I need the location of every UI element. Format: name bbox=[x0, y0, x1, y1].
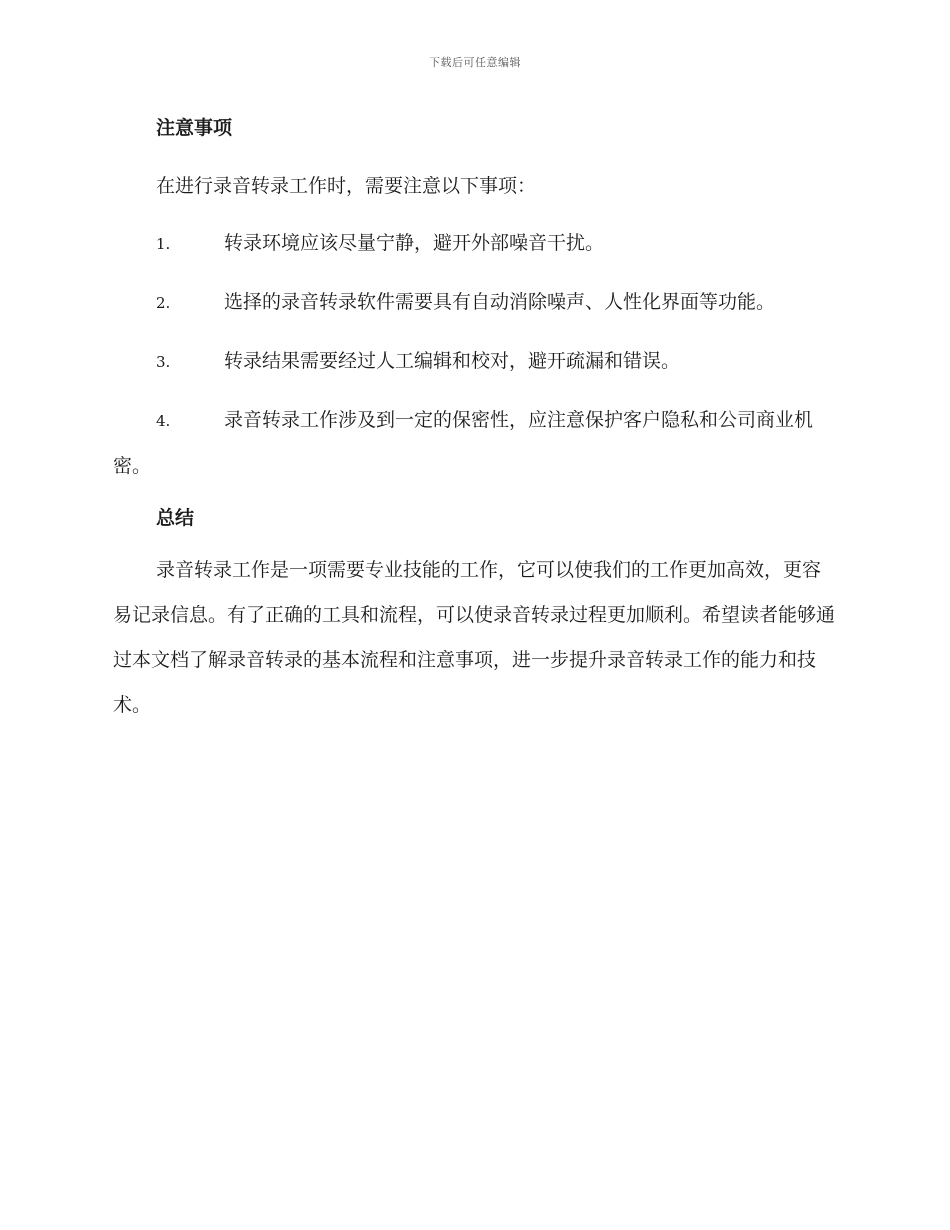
list-item bbox=[113, 280, 835, 326]
list-number: 3. bbox=[156, 353, 171, 371]
notes-heading: 注意事项 bbox=[156, 117, 233, 139]
notes-list bbox=[113, 221, 835, 489]
list-number: 1. bbox=[156, 235, 171, 253]
document-body bbox=[113, 112, 835, 728]
summary-heading: 总结 bbox=[156, 507, 195, 529]
summary-paragraph: 录音转录工作是一项需要专业技能的工作，它可以使我们的工作更加高效，更容易记录信息。有了正确的工具和流程，可以使录音转录过程更加顺利。希望读者能够通过本文档了解录音转录的基本流程和注意事项，进一步提升录音转录工作的能力和技术。 bbox=[113, 559, 836, 716]
list-item bbox=[113, 339, 835, 385]
list-text: 转录环境应该尽量宁静，避开外部噪音干扰。 bbox=[224, 232, 605, 254]
page-header: 下载后可任意编辑 bbox=[429, 56, 521, 69]
list-item bbox=[113, 398, 835, 489]
list-number: 2. bbox=[156, 294, 171, 312]
list-item bbox=[113, 221, 835, 267]
notes-intro: 在进行录音转录工作时，需要注意以下事项： bbox=[156, 175, 537, 197]
list-number: 4. bbox=[156, 412, 171, 430]
list-text: 转录结果需要经过人工编辑和校对，避开疏漏和错误。 bbox=[224, 350, 681, 372]
list-text: 录音转录工作涉及到一定的保密性，应注意保护客户隐私和公司商业机密。 bbox=[113, 409, 814, 477]
list-text: 选择的录音转录软件需要具有自动消除噪声、人性化界面等功能。 bbox=[224, 291, 776, 313]
